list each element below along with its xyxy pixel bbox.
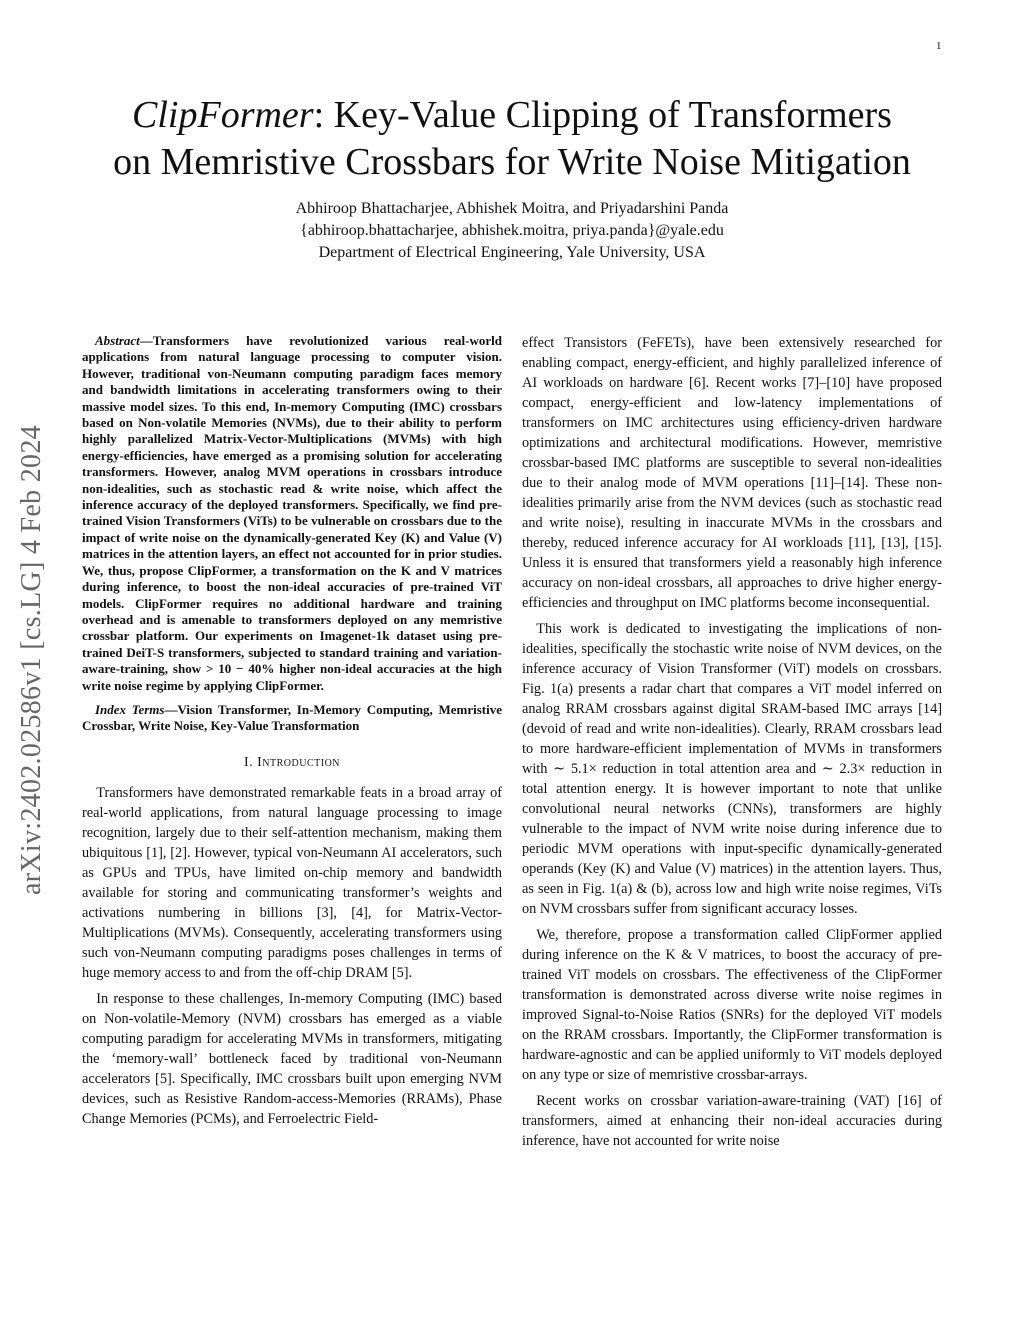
arxiv-identifier: arXiv:2402.02586v1 [cs.LG] 4 Feb 2024 — [16, 425, 47, 895]
intro-paragraph-2: In response to these challenges, In-memory Computing (IMC) based on Non-volatile-Memory (NVM) crossbars has emerged as a viable computing paradigm for accelerating MVMs in transformers, mitigating the ‘memory-wall’ bottleneck faced by traditional von-Neumann accelerators [5]. Specifically, IMC crossbars built upon emerging NVM devices, such as Resistive Random-access-Memories (RRAMs), Phase Change Memories (PCMs), and Ferroelectric Field- — [82, 990, 502, 1127]
abstract — [82, 333, 502, 735]
abstract-dash: — — [139, 333, 153, 348]
author-names: Abhiroop Bhattacharjee, Abhishek Moitra, and Priyadarshini Panda — [295, 200, 729, 217]
abstract-text: Transformers have revolutionized various real-world applications from natural language processing to computer vision. However, traditional von-Neumann computing paradigm faces memory and bandwidth limitations in accelerating transformers owing to their massive model sizes. To this end, In-memory Computing (IMC) crossbars based on Non-volatile Memories (NVMs), due to their ability to perform highly parallelized Matrix-Vector-Multiplications (MVMs) with high energy-efficiencies, have emerged as a promising solution for accelerating transformers. However, analog MVM operations in crossbars introduce non-idealities, such as stochastic read & write noise, which affect the inference accuracy of the deployed transformers. Specifically, we find pre-trained Vision Transformers (ViTs) to be vulnerable on crossbars due to the impact of write noise on the dynamically-generated Key (K) and Value (V) matrices in the attention layers, an effect not accounted for in prior studies. We, thus, propose ClipFormer, a transformation on the K and V matrices during inference, to boost the non-ideal accuracies of pre-trained ViT models. ClipFormer requires no additional hardware and training overhead and is amenable to transformers deployed on any memristive crossbar platform. Our experiments on Imagenet-1k dataset using pre-trained DeiT-S transformers, subjected to standard training and variation-aware-training, show > 10 − 40% higher non-ideal accuracies at the high write noise regime by applying ClipFormer. — [82, 333, 502, 693]
index-terms-paragraph — [82, 702, 502, 735]
left-column — [82, 333, 502, 1135]
title-method-name: ClipFormer — [132, 94, 314, 136]
right-paragraph-2: This work is dedicated to investigating the implications of non-idealities, specifically the stochastic write noise of NVM devices, on the inference accuracy of Vision Transformer (ViT) models on crossbars. Fig. 1(a) presents a radar chart that compares a ViT model inferred on analog RRAM crossbars against digital SRAM-based IMC arrays [14] (devoid of read and write non-idealities). Clearly, RRAM crossbars lead to more hardware-efficient implementation of MVMs in transformers with ∼ 5.1× reduction in total attention area and ∼ 2.3× reduction in total attention energy. It is however important to note that unlike convolutional neural networks (CNNs), transformers are highly vulnerable to the impact of NVM write noise during inference due to periodic MVM operations with input-specific dynamically-generated operands (Key (K) and Value (V) matrices) in the attention layers. Thus, as seen in Fig. 1(a) & (b), across low and high write noise regimes, ViTs on NVM crossbars suffer from significant accuracy losses. — [522, 621, 942, 917]
abstract-paragraph — [82, 333, 502, 694]
right-paragraph-3: We, therefore, propose a transformation called ClipFormer applied during inference on the K & V matrices, to boost the accuracy of pre-trained ViT models on crossbars. The effectiveness of the ClipFormer transformation is demonstrated across diverse write noise regimes in improved Signal-to-Noise Ratios (SNRs) for the deployed ViT models on the RRAM crossbars. Importantly, the ClipFormer transformation is hardware-agnostic and can be applied uniformly to ViT models deployed on any type or size of memristive crossbar-arrays. — [522, 927, 942, 1083]
section-number: I. — [243, 754, 254, 770]
right-column — [522, 333, 942, 1157]
section-heading-introduction — [82, 753, 502, 773]
right-paragraph-4: Recent works on crossbar variation-aware-training (VAT) [16] of transformers, aimed at enhancing their non-ideal accuracies during inference, have not accounted for write noise — [522, 1093, 942, 1149]
index-terms-text: Vision Transformer, In-Memory Computing, Memristive Crossbar, Write Noise, Key-Value Transformation — [82, 701, 502, 734]
intro-paragraph-1: Transformers have demonstrated remarkable feats in a broad array of real-world applications, from natural language processing to image recognition, largely due to their self-attention mechanism, making them ubiquitous [1], [2]. However, typical von-Neumann AI accelerators, such as GPUs and TPUs, have limited on-chip memory and bandwidth available for storing and communicating transformer’s weights and activations numbering in billions [3], [4], for Matrix-Vector-Multiplications (MVMs). Consequently, accelerating transformers using such von-Neumann computing paradigms poses challenges in terms of huge memory access to and from the off-chip DRAM [5]. — [82, 784, 502, 981]
abstract-label: Abstract — [95, 333, 140, 348]
title-line-1 — [60, 92, 964, 139]
author-block — [60, 198, 964, 264]
index-terms-label: Index Terms — [95, 701, 165, 717]
section-title: Introduction — [257, 754, 341, 770]
index-terms-dash: — — [164, 701, 178, 717]
title-line-1-rest: : Key-Value Clipping of Transformers — [313, 94, 892, 136]
page-number: 1 — [936, 40, 942, 52]
title-line-2: on Memristive Crossbars for Write Noise Mitigation — [113, 141, 911, 183]
author-affiliation: Department of Electrical Engineering, Yale University, USA — [318, 244, 706, 261]
author-emails: {abhiroop.bhattacharjee, abhishek.moitra, priya.panda}@yale.edu — [300, 222, 724, 239]
arxiv-identifier-strip — [2, 360, 62, 960]
paper-title — [60, 92, 964, 186]
right-paragraph-1: effect Transistors (FeFETs), have been extensively researched for enabling compact, energy-efficient, and highly parallelized inference of AI workloads on hardware [6]. Recent works [7]–[10] have proposed compact, energy-efficient and low-latency implementations of transformers on IMC architectures using efficiency-driven hardware optimizations and architectural modifications. However, memristive crossbar-based IMC platforms are susceptible to several non-idealities due to their analog mode of MVM operations [11]–[14]. These non-idealities primarily arise from the NVM devices (such as stochastic read and write noise), resulting in inaccurate MVMs in the crossbars and thereby, reduced inference accuracy for AI workloads [11], [13], [15]. Unless it is ensured that transformers yield a reasonably high inference accuracy on non-ideal crossbars, all approaches to drive higher energy-efficiencies and throughput on IMC platforms become inconsequential. — [522, 335, 942, 611]
